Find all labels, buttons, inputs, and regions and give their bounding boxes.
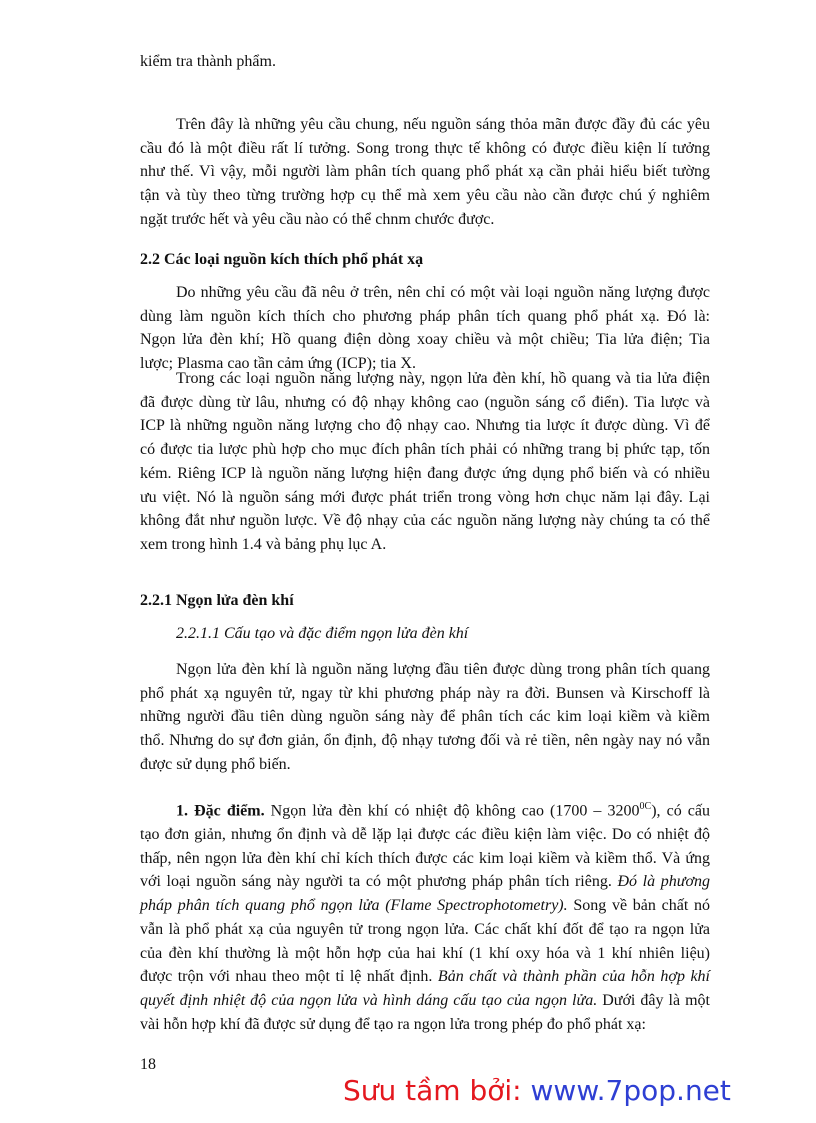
text-line: Ngọn lửa đèn khí; Hồ quang điện dòng xoay chiều và một chiều; Tia lửa điện; Tia bbox=[140, 331, 710, 349]
text-line: xem trong hình 1.4 và bảng phụ lục A. bbox=[140, 535, 387, 553]
text-line bbox=[140, 870, 710, 894]
text-line bbox=[140, 965, 710, 989]
text-line: ưu việt. Nó là nguồn sáng mới được phát triển trong vòng hơn chục năm lại đây. Lại bbox=[140, 488, 710, 506]
text-line: được sử dụng phổ biến. bbox=[140, 755, 291, 773]
section-heading-2-2: 2.2 Các loại nguồn kích thích phổ phát xạ bbox=[140, 251, 424, 268]
paragraph-source-types bbox=[140, 281, 710, 376]
text-line: lược; Plasma cao tần cảm ứng (ICP); tia X. bbox=[140, 355, 416, 373]
text-line: ngặt trước hết và yêu cầu nào có thể chnm chước được. bbox=[140, 210, 495, 228]
paragraph-flame-history bbox=[140, 658, 710, 777]
text-run: ), có cấu bbox=[651, 802, 710, 820]
text-run: Dưới đây là một bbox=[597, 991, 711, 1009]
superscript: 0C bbox=[639, 801, 652, 812]
text-line: cầu đó là một điều rất lí tưởng. Song trong thực tế không có được điều kiện lí tưởng bbox=[140, 139, 710, 157]
text-line: như thế. Vì vậy, mỗi người làm phân tích quang phổ phát xạ cần phải hiểu biết tường bbox=[140, 163, 710, 181]
subsection-heading-2-2-1-1: 2.2.1.1 Cấu tạo và đặc điểm ngọn lửa đèn khí bbox=[176, 625, 469, 642]
text-line: kém. Riêng ICP là nguồn năng lượng hiện đang được ứng dụng phổ biến và có nhiều bbox=[140, 464, 710, 482]
page-number: 18 bbox=[140, 1056, 156, 1073]
text-line: tạo đơn giản, nhưng ổn định và dễ lặp lại được các điều kiện làm việc. Do có nhiệt độ bbox=[140, 826, 710, 844]
watermark-url[interactable]: www.7pop.net bbox=[530, 1074, 731, 1107]
text-line: dùng làm nguồn kích thích cho phương pháp phân tích quang phổ phát xạ. Đó là: bbox=[140, 307, 710, 325]
watermark bbox=[343, 1074, 731, 1107]
paragraph-continuation bbox=[140, 50, 710, 74]
text-run: Song về bản chất nó bbox=[567, 897, 711, 915]
text-run: với loại nguồn sáng này người ta có một phương pháp phân tích riêng. bbox=[140, 873, 618, 891]
text-line: Trên đây là những yêu cầu chung, nếu nguồn sáng thỏa mãn được đầy đủ các yêu bbox=[176, 116, 710, 133]
italic-run: Bản chất và thành phần của hỗn hợp khí bbox=[437, 968, 710, 986]
document-page bbox=[140, 0, 710, 1123]
text-line: vẫn là phổ phát xạ của nguyên tử trong ngọn lửa. Các chất khí đốt để tạo ra ngọn lửa bbox=[140, 920, 710, 938]
text-line: kiểm tra thành phẩm. bbox=[140, 53, 276, 70]
text-line: thấp, nên ngọn lửa đèn khí chỉ kích thích được các kim loại kiềm và kiềm thổ. Và ứng bbox=[140, 849, 710, 867]
text-line bbox=[140, 795, 710, 823]
bold-lead: 1. Đặc điểm. bbox=[176, 802, 265, 820]
text-line: phổ phát xạ nguyên tử, ngay từ khi phương pháp này ra đời. Bunsen và Kirschoff là bbox=[140, 684, 710, 702]
text-line: những người đầu tiên dùng nguồn sáng này để phân tích các kim loại kiềm và kiềm bbox=[140, 708, 710, 726]
italic-run: quyết định nhiệt độ của ngọn lửa và hình dáng cấu tạo của ngọn lửa. bbox=[140, 991, 598, 1009]
text-line bbox=[140, 894, 710, 918]
text-run: Ngọn lửa đèn khí có nhiệt độ không cao (1700 – 3200 bbox=[264, 802, 640, 820]
text-line: vài hỗn hợp khí đã được sử dụng để tạo ra ngọn lửa trong phép đo phổ phát xạ: bbox=[140, 1015, 646, 1033]
text-line: ICP là những nguồn năng lượng cho độ nhạy cao. Nhưng tia lược ít được dùng. Vì để bbox=[140, 417, 710, 435]
text-line: không đắt như nguồn lược. Về độ nhạy của các nguồn năng lượng này chúng ta có thể bbox=[140, 512, 710, 530]
text-line: của đèn khí thường là một hỗn hợp của hai khí (1 khí oxy hóa và 1 khí nhiên liệu) bbox=[140, 944, 710, 962]
text-line: thổ. Nhưng do sự đơn giản, ổn định, độ nhạy tương đối và rẻ tiền, nên ngày nay nó vẫn bbox=[140, 732, 710, 750]
italic-run: Đó là phương bbox=[617, 873, 710, 891]
italic-run: pháp phân tích quang phổ ngọn lửa (Flame Spectrophotometry). bbox=[140, 897, 568, 915]
paragraph-sensitivity bbox=[140, 367, 710, 557]
text-line: Do những yêu cầu đã nêu ở trên, nên chỉ có một vài loại nguồn năng lượng được bbox=[176, 284, 710, 301]
watermark-label: Sưu tầm bởi: bbox=[343, 1074, 522, 1107]
text-line: Trong các loại nguồn năng lượng này, ngọn lửa đèn khí, hồ quang và tia lửa điện bbox=[176, 370, 710, 387]
text-line: đã được dùng từ lâu, nhưng có độ nhạy không cao (nguồn sáng cổ điển). Tia lược và bbox=[140, 393, 710, 411]
text-line bbox=[140, 989, 710, 1013]
text-line: có được tia lược phù hợp cho mục đích phân tích phải có những trang bị phức tạp, tốn bbox=[140, 441, 710, 459]
section-heading-2-2-1: 2.2.1 Ngọn lửa đèn khí bbox=[140, 592, 294, 609]
paragraph-requirements bbox=[140, 113, 710, 232]
text-line: tận và tùy theo từng trường hợp cụ thể mà xem yêu cầu nào cần được chú ý nghiêm bbox=[140, 187, 710, 205]
paragraph-characteristics bbox=[140, 795, 710, 1036]
text-run: được trộn với nhau theo một tỉ lệ nhất định. bbox=[140, 968, 438, 986]
text-line: Ngọn lửa đèn khí là nguồn năng lượng đầu tiên được dùng trong phân tích quang bbox=[176, 661, 710, 678]
